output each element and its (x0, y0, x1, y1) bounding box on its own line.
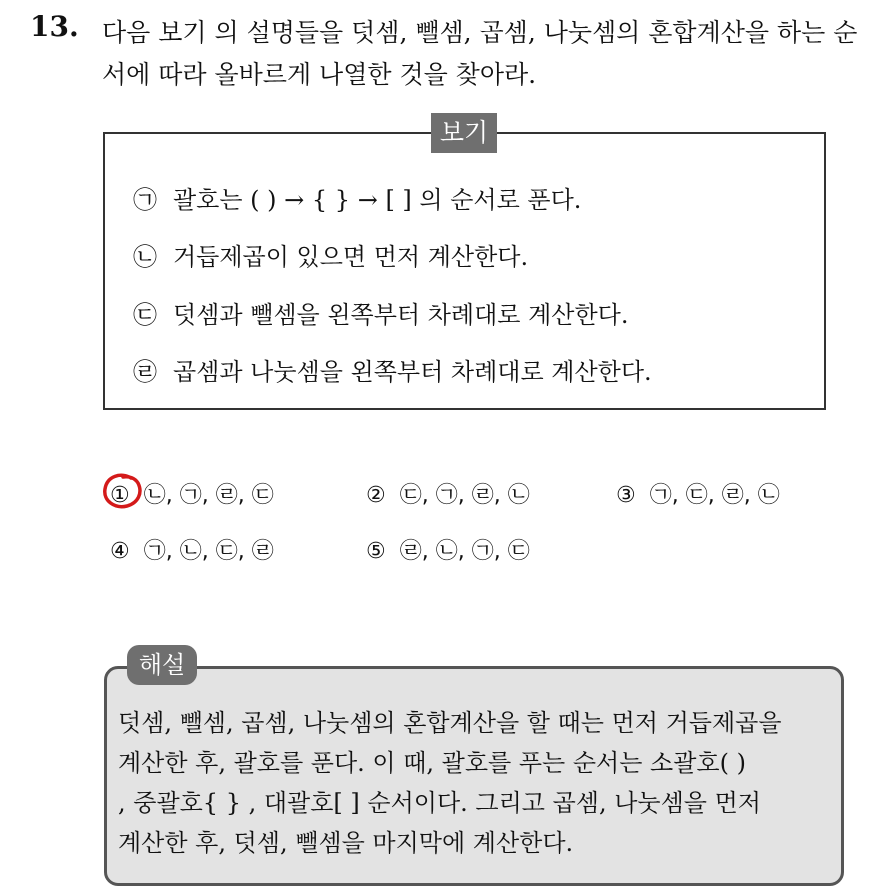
bogi-item-2 (133, 237, 528, 272)
bogi-marker: ㉢ (133, 301, 157, 329)
solution-text (118, 703, 828, 863)
bogi-marker: ㉠ (133, 186, 157, 214)
choice-text: ㉢, ㉠, ㉣, ㉡ (399, 483, 530, 508)
choice-4[interactable] (110, 534, 274, 565)
bogi-item-1 (133, 180, 581, 215)
bogi-item-text: 괄호는 ( ) → { } → [ ] 의 순서로 푼다. (173, 186, 582, 214)
solution-line: , 중괄호{ } , 대괄호[ ] 순서이다. 그리고 곱셈, 나눗셈을 먼저 (118, 789, 761, 817)
answer-mark-circle-icon (101, 471, 145, 511)
choice-number: ③ (616, 483, 636, 508)
choice-number: ① (110, 483, 130, 508)
question-number: 13. (30, 10, 79, 43)
choice-number: ⑤ (366, 539, 386, 564)
bogi-item-text: 덧셈과 뺄셈을 왼쪽부터 차례대로 계산한다. (173, 301, 629, 329)
question-text: 다음 보기 의 설명들을 덧셈, 뺄셈, 곱셈, 나눗셈의 혼합계산을 하는 순서에 따라 올바르게 나열한 것을 찾아라. (102, 18, 858, 89)
solution-line: 계산한 후, 괄호를 푼다. 이 때, 괄호를 푸는 순서는 소괄호( ) (118, 749, 746, 777)
bogi-item-text: 곱셈과 나눗셈을 왼쪽부터 차례대로 계산한다. (173, 358, 652, 386)
bogi-marker: ㉣ (133, 358, 157, 386)
choice-text: ㉠, ㉢, ㉣, ㉡ (649, 483, 780, 508)
choice-text: ㉠, ㉡, ㉢, ㉣ (143, 539, 274, 564)
solution-label: 해설 (127, 645, 197, 685)
choice-text: ㉣, ㉡, ㉠, ㉢ (399, 539, 530, 564)
solution-line: 계산한 후, 덧셈, 뺄셈을 마지막에 계산한다. (118, 829, 574, 857)
choice-text: ㉡, ㉠, ㉣, ㉢ (143, 483, 274, 508)
choice-2[interactable] (366, 478, 530, 509)
solution-line: 덧셈, 뺄셈, 곱셈, 나눗셈의 혼합계산을 할 때는 먼저 거듭제곱을 (118, 709, 782, 737)
bogi-marker: ㉡ (133, 243, 157, 271)
choice-number: ④ (110, 539, 130, 564)
choice-5[interactable] (366, 534, 530, 565)
bogi-item-4 (133, 352, 652, 387)
bogi-item-text: 거듭제곱이 있으면 먼저 계산한다. (173, 243, 529, 271)
choice-3[interactable] (616, 478, 780, 509)
bogi-item-3 (133, 295, 628, 330)
choice-number: ② (366, 483, 386, 508)
bogi-label: 보기 (431, 113, 497, 153)
